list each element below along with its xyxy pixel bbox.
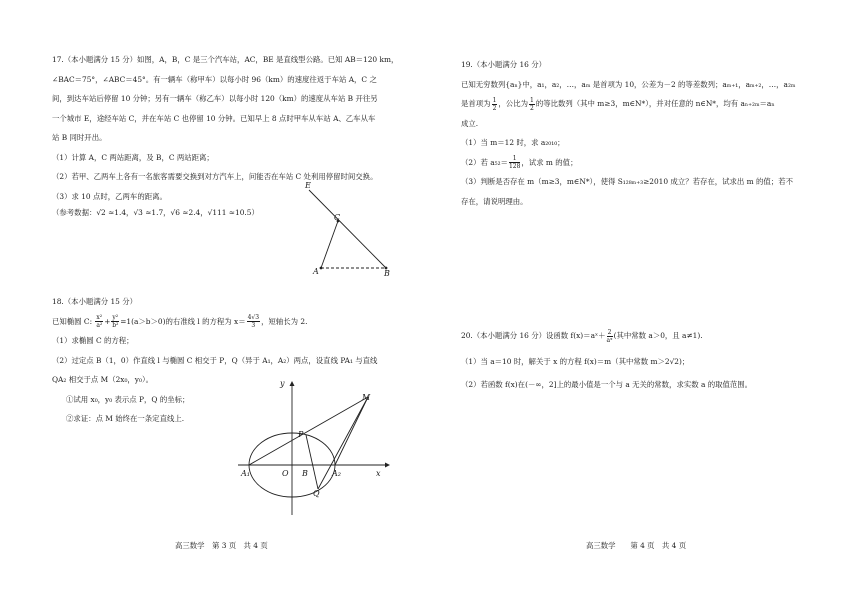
problem-19-line-1: 已知无穷数列{aₙ}中，a₁，a₂，…，aₘ 是首项为 10，公差为－2 的等差数列；aₘ₊₁，aₘ₊₂，…，a₂ₘ	[461, 79, 796, 89]
problem-18-sub-1: ①试用 x₀，y₀ 表示点 P，Q 的坐标；	[66, 394, 190, 404]
problem-18-q2-a: （2）过定点 B（1，0）作直线 l 与椭圆 C 相交于 P，Q（异于 A₁，A₂）两点，设直线 PA₁ 与直线	[52, 355, 378, 365]
label-c: C	[334, 213, 341, 222]
problem-19	[461, 55, 795, 211]
label-a1: A₁	[241, 469, 250, 478]
label-o: O	[282, 469, 289, 478]
label-p: P	[298, 430, 304, 439]
problem-18-q2-b: QA₂ 相交于点 M（2x₀，y₀）。	[52, 375, 154, 384]
problem-17-line-3: 间，到达车站后停留 10 分钟；另有一辆车（称乙车）以每小时 120（km）的速度从车站 B 开往另	[52, 94, 378, 103]
label-e: E	[305, 181, 311, 190]
problem-17-line-1: 17.（本小题满分 15 分）如图，A，B，C 是三个汽车站，AC，BE 是直线型公路。已知 AB＝120 km，	[52, 55, 399, 64]
problem-17-q3: （3）求 10 点时，乙两车的距离。	[52, 191, 167, 201]
page-4	[430, 0, 860, 595]
problem-19-head: 19.（本小题满分 16 分）	[461, 60, 546, 69]
line-qa2-m	[335, 397, 368, 465]
y-axis-arrow	[290, 381, 295, 386]
label-y: y	[280, 379, 285, 388]
problem-18-sub-2: ②求证：点 M 始终在一条定直线上.	[66, 414, 185, 423]
label-a2: A₂	[332, 469, 341, 478]
frac-4root3-3: $\frac{4√3}{3}$	[247, 314, 260, 329]
problem-17-line-4: 一个城市 E，途经车站 C，并在车站 C 也停留 10 分钟。已知早上 8 点时甲车从车站 A、乙车从车	[52, 113, 376, 123]
line-pa1-m	[249, 397, 368, 465]
problem-19-line-3: 成立.	[461, 118, 479, 128]
problem-20-q1: （1）当 a＝10 时，解关于 x 的方程 f(x)＝m（其中常数 m＞2√2)；	[461, 356, 690, 366]
problem-20-head: 20.（本小题满分 16 分）设函数 f(x)＝aˣ＋ $\frac{2}{\text{aˣ}}$ (其中常数 a＞0，且 a≠1).	[461, 328, 703, 344]
frac-1-2-b: $\frac{1}{2}$	[529, 96, 534, 112]
problem-19-q1: （1）当 m＝12 时，求 a₂₀₁₀；	[461, 138, 565, 147]
label-a: A	[313, 267, 319, 276]
footer-page-3: 高三数学 第 3 页 共 4 页	[175, 541, 268, 550]
problem-18-head: 18.（本小题满分 15 分）	[52, 297, 137, 306]
frac-x2-a2: $\frac{\text{x²}}{\text{a²}}$	[96, 314, 103, 329]
problem-17-q1: （1）计算 A，C 两站距离，及 B，C 两站距离；	[52, 152, 214, 162]
label-m: M	[362, 393, 371, 402]
label-q: Q	[313, 489, 320, 498]
problem-18-q1: （1）求椭圆 C 的方程；	[52, 336, 134, 345]
frac-1-2-a: $\frac{1}{2}$	[492, 96, 497, 112]
problem-20	[461, 326, 752, 395]
label-x: x	[376, 469, 381, 478]
problem-17-ref: （参考数据：√2 ≈1.4，√3 ≈1.7，√6 ≈2.4，√111 ≈10.5）	[52, 208, 259, 217]
label-b: B	[302, 469, 308, 478]
problem-19-q3-a: （3）判断是否存在 m（m≥3，m∈N*），使得 S₁₂₈ₘ₊₃≥2010 成立？若存在，试求出 m 的值；若不	[461, 177, 793, 186]
x-axis-arrow	[385, 463, 390, 468]
problem-19-line-2: 是首项为 $\frac{1}{2}$ ，公比为 $\frac{1}{2}$ 的等比数列（其中 m≥3，m∈N*），并对任意的 n∈N*，均有 aₙ₊₂ₘ＝aₙ	[461, 96, 775, 112]
problem-20-q2: （2）若函数 f(x)在(－∞，2]上的最小值是一个与 a 无关的常数，求实数 a 的取值范围。	[461, 380, 753, 389]
frac-1-128: $\frac{1}{128}$	[508, 155, 521, 170]
problem-19-q2: （2）若 a₅₂＝ $\frac{1}{128}$ ，试求 m 的值；	[461, 155, 578, 170]
footer-page-4: 高三数学 第 4 页 共 4 页	[586, 541, 687, 550]
line-pq	[306, 435, 318, 489]
problem-18-line-1: 已知椭圆 C: $\frac{\text{x²}}{\text{a²}}$ + $\frac{\text{y²}}{\text{b²}}$ =1(a＞b＞0)的右准线 l 的方程为 x＝ $\frac{4√3}{3}$ ，短轴长为 2.	[52, 314, 308, 329]
label-b: B	[384, 269, 390, 278]
problem-17-line-5: 站 B 同时开出。	[52, 133, 107, 142]
frac-2-ax: $\frac{2}{\text{aˣ}}$	[606, 328, 613, 344]
frac-y2-b2: $\frac{\text{y²}}{\text{b²}}$	[112, 314, 119, 329]
problem-17-line-2: ∠BAC＝75°，∠ABC＝45°。有一辆车（称甲车）以每小时 96（km）的速度往返于车站 A，C 之	[52, 74, 377, 84]
problem-17-q2: （2）若甲、乙两车上各有一名旅客需要交换到对方汽车上，问能否在车站 C 处利用停留时间交换。	[52, 172, 378, 181]
problem-19-q3-b: 存在，请说明理由。	[461, 196, 528, 206]
